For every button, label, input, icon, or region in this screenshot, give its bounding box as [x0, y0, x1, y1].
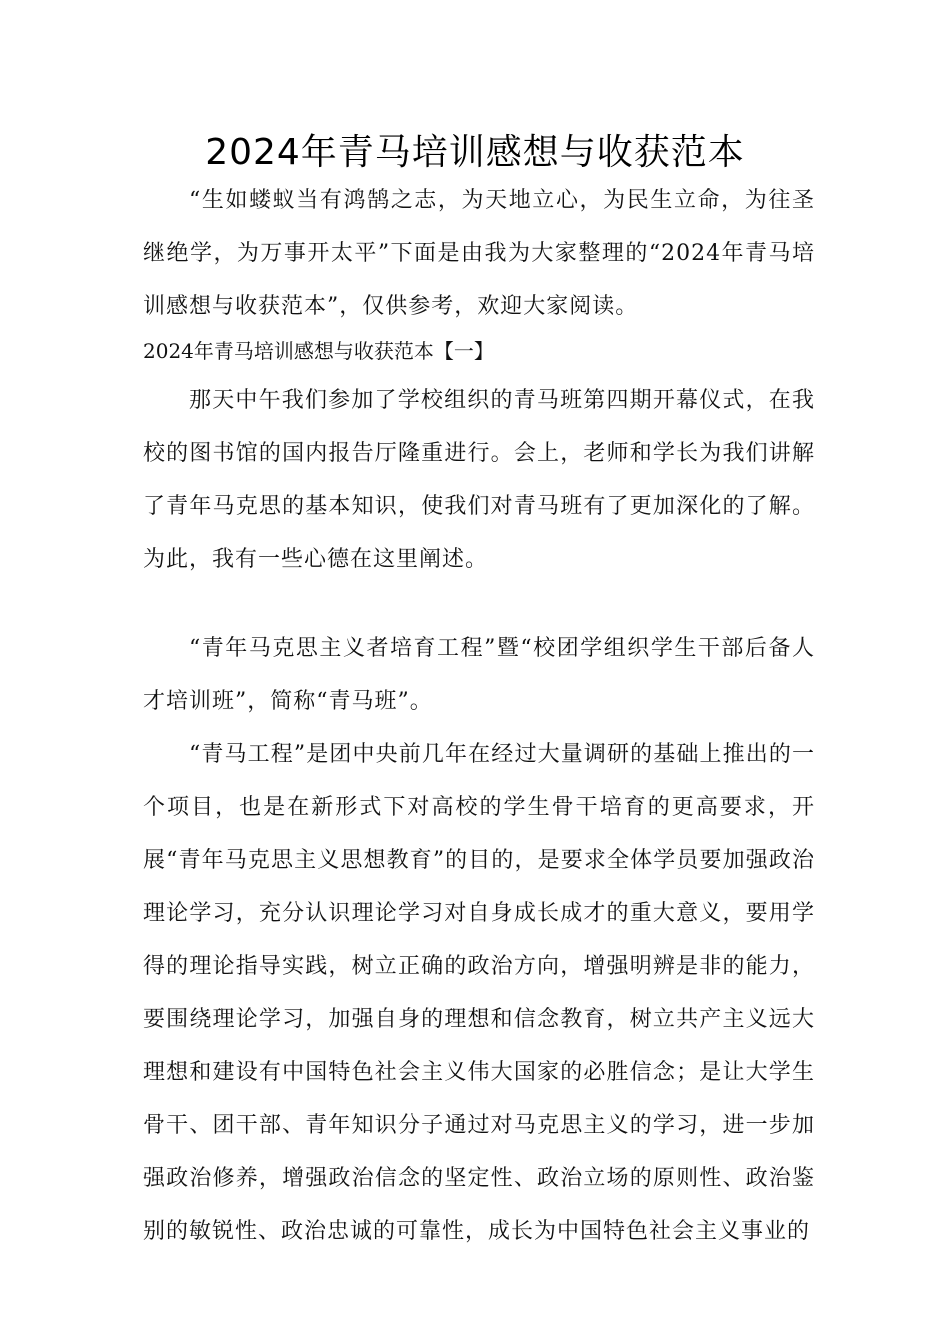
document-title: 2024年青马培训感想与收获范本	[205, 132, 745, 173]
section-heading: 2024年青马培训感想与收获范本【一】	[143, 339, 494, 363]
intro-paragraph: “生如蝼蚁当有鸿鹄之志，为天地立心，为民生立命，为往圣继绝学，为万事开太平”下面是由我为大家整理的“2024年青马培训感想与收获范本”，仅供参考，欢迎大家阅读。	[143, 188, 815, 319]
body-paragraph: 那天中午我们参加了学校组织的青马班第四期开幕仪式，在我校的图书馆的国内报告厅隆重进行。会上，老师和学长为我们讲解了青年马克思的基本知识，使我们对青马班有了更加深化的了解。为此，我有一些心德在这里阐述。	[143, 388, 815, 572]
body-paragraph: “青马工程”是团中央前几年在经过大量调研的基础上推出的一个项目，也是在新形式下对高校的学生骨干培育的更高要求，开展“青年马克思主义思想教育”的目的，是要求全体学员要加强政治理论学习，充分认识理论学习对自身成长成才的重大意义，要用学得的理论指导实践，树立正确的政治方向，增强明辨是非的能力，要围绕理论学习，加强自身的理想和信念教育，树立共产主义远大理想和建设有中国特色社会主义伟大国家的必胜信念；是让大学生骨干、团干部、青年知识分子通过对马克思主义的学习，进一步加强政治修养，增强政治信念的坚定性、政治立场的原则性、政治鉴别的敏锐性、政治忠诚的可靠性，成长为中国特色社会主义事业的	[143, 742, 815, 1244]
body-paragraph: “青年马克思主义者培育工程”暨“校团学组织学生干部后备人才培训班”，简称“青马班”。	[143, 636, 815, 714]
